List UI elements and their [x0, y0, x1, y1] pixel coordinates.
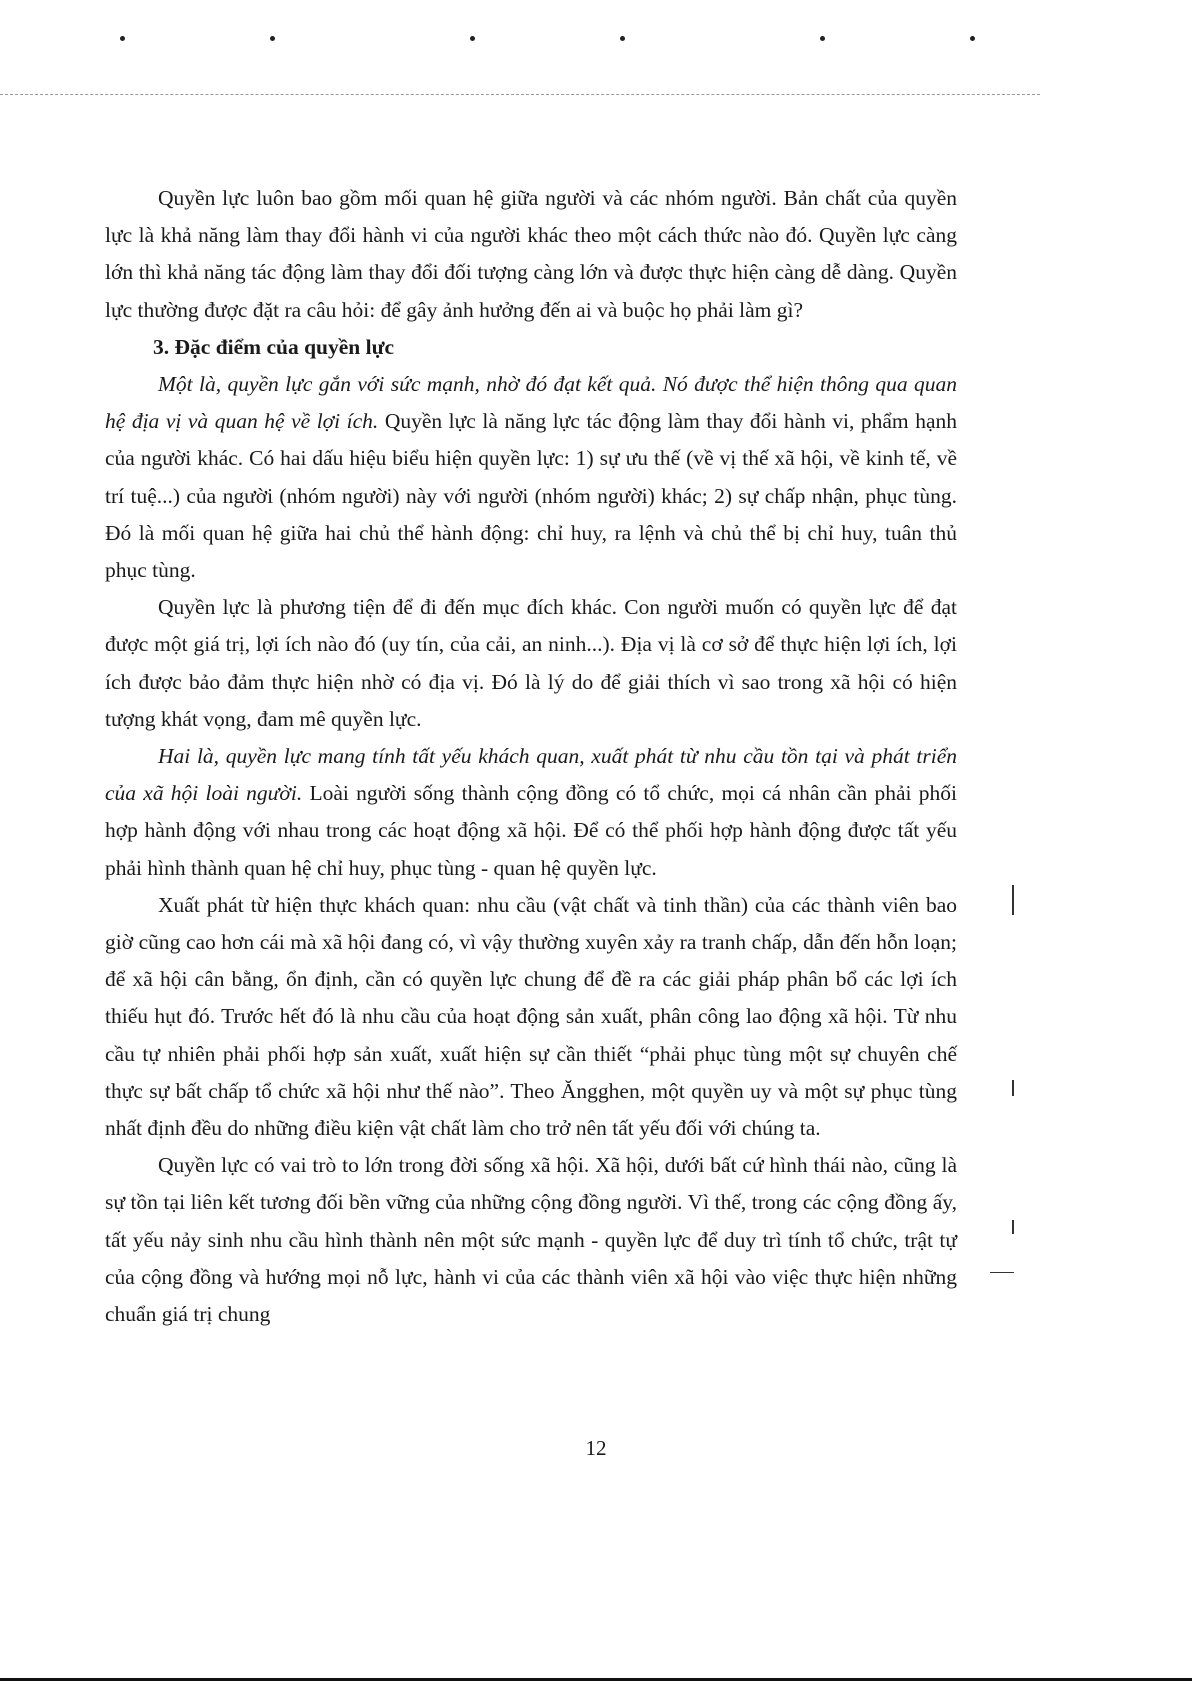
- paragraph-3: Quyền lực là phương tiện để đi đến mục đích khác. Con người muốn có quyền lực để đạt được một giá trị, lợi ích nào đó (uy tín, của cải, an ninh...). Địa vị là cơ sở để thực hiện lợi ích, lợi ích được bảo đảm thực hiện nhờ có địa vị. Đó là lý do để giải thích vì sao trong xã hội có hiện tượng khát vọng, đam mê quyền lực.: [105, 595, 957, 731]
- paragraph-2: [105, 366, 957, 589]
- paragraph-1: Quyền lực luôn bao gồm mối quan hệ giữa người và các nhóm người. Bản chất của quyền lực là khả năng làm thay đổi hành vi của người khác theo một cách thức nào đó. Quyền lực càng lớn thì khả năng tác động làm thay đổi đối tượng càng lớn và được thực hiện càng dễ dàng. Quyền lực thường được đặt ra câu hỏi: để gây ảnh hưởng đến ai và buộc họ phải làm gì?: [105, 186, 957, 322]
- document-body: [105, 180, 957, 1333]
- paragraph-4-italic-lead: Hai là, quyền lực mang tính tất yếu khách quan, xuất phát từ nhu cầu tồn tại và phát triển của xã hội loài người.: [105, 744, 957, 806]
- paragraph-2-italic-lead: Một là, quyền lực gắn với sức mạnh, nhờ đó đạt kết quả. Nó được thể hiện thông qua quan hệ địa vị và quan hệ về lợi ích.: [105, 372, 957, 434]
- margin-mark: [1012, 1080, 1014, 1096]
- paragraph-6: Quyền lực có vai trò to lớn trong đời sống xã hội. Xã hội, dưới bất cứ hình thái nào, cũng là sự tồn tại liên kết tương đối bền vững của những cộng đồng người. Vì thế, trong các cộng đồng ấy, tất yếu nảy sinh nhu cầu hình thành nên một sức mạnh - quyền lực để duy trì tính tổ chức, trật tự của cộng đồng và hướng mọi nỗ lực, hành vi của các thành viên xã hội vào việc thực hiện những chuẩn giá trị chung: [105, 1153, 957, 1327]
- margin-mark: [1012, 1220, 1014, 1234]
- margin-mark: [990, 1272, 1014, 1273]
- scan-artifact-dots: [110, 36, 990, 50]
- paragraph-4-text: Loài người sống thành cộng đồng có tổ chức, mọi cá nhân cần phải phối hợp hành động với nhau trong các hoạt động xã hội. Để có thể phối hợp hành động được tất yếu phải hình thành quan hệ chỉ huy, phục tùng - quan hệ quyền lực.: [105, 781, 957, 880]
- section-heading: 3. Đặc điểm của quyền lực: [153, 334, 395, 359]
- scan-artifact-line: [0, 94, 1040, 95]
- paragraph-5: Xuất phát từ hiện thực khách quan: nhu cầu (vật chất và tinh thần) của các thành viên bao giờ cũng cao hơn cái mà xã hội đang có, vì vậy thường xuyên xảy ra tranh chấp, dẫn đến hỗn loạn; để xã hội cân bằng, ổn định, cần có quyền lực chung để đề ra các giải pháp phân bổ các lợi ích thiếu hụt đó. Trước hết đó là nhu cầu của hoạt động sản xuất, phân công lao động xã hội. Từ nhu cầu tự nhiên phải phối hợp sản xuất, xuất hiện sự cần thiết “phải phục tùng một sự chuyên chế thực sự bất chấp tổ chức xã hội như thế nào”. Theo Ăngghen, một quyền uy và một sự phục tùng nhất định đều do những điều kiện vật chất làm cho trở nên tất yếu đối với chúng ta.: [105, 892, 957, 1141]
- margin-mark: [1012, 885, 1014, 915]
- scan-edge: [0, 1678, 1192, 1681]
- paragraph-4: [105, 738, 957, 887]
- paragraph-2-text: Quyền lực là năng lực tác động làm thay đổi hành vi, phẩm hạnh của người khác. Có hai dấu hiệu biểu hiện quyền lực: 1) sự ưu thế (về vị thế xã hội, về kinh tế, về trí tuệ...) của người (nhóm người) này với người (nhóm người) khác; 2) sự chấp nhận, phục tùng. Đó là mối quan hệ giữa hai chủ thể hành động: chỉ huy, ra lệnh và chủ thể bị chỉ huy, tuân thủ phục tùng.: [105, 409, 957, 583]
- page-number: 12: [585, 1436, 607, 1460]
